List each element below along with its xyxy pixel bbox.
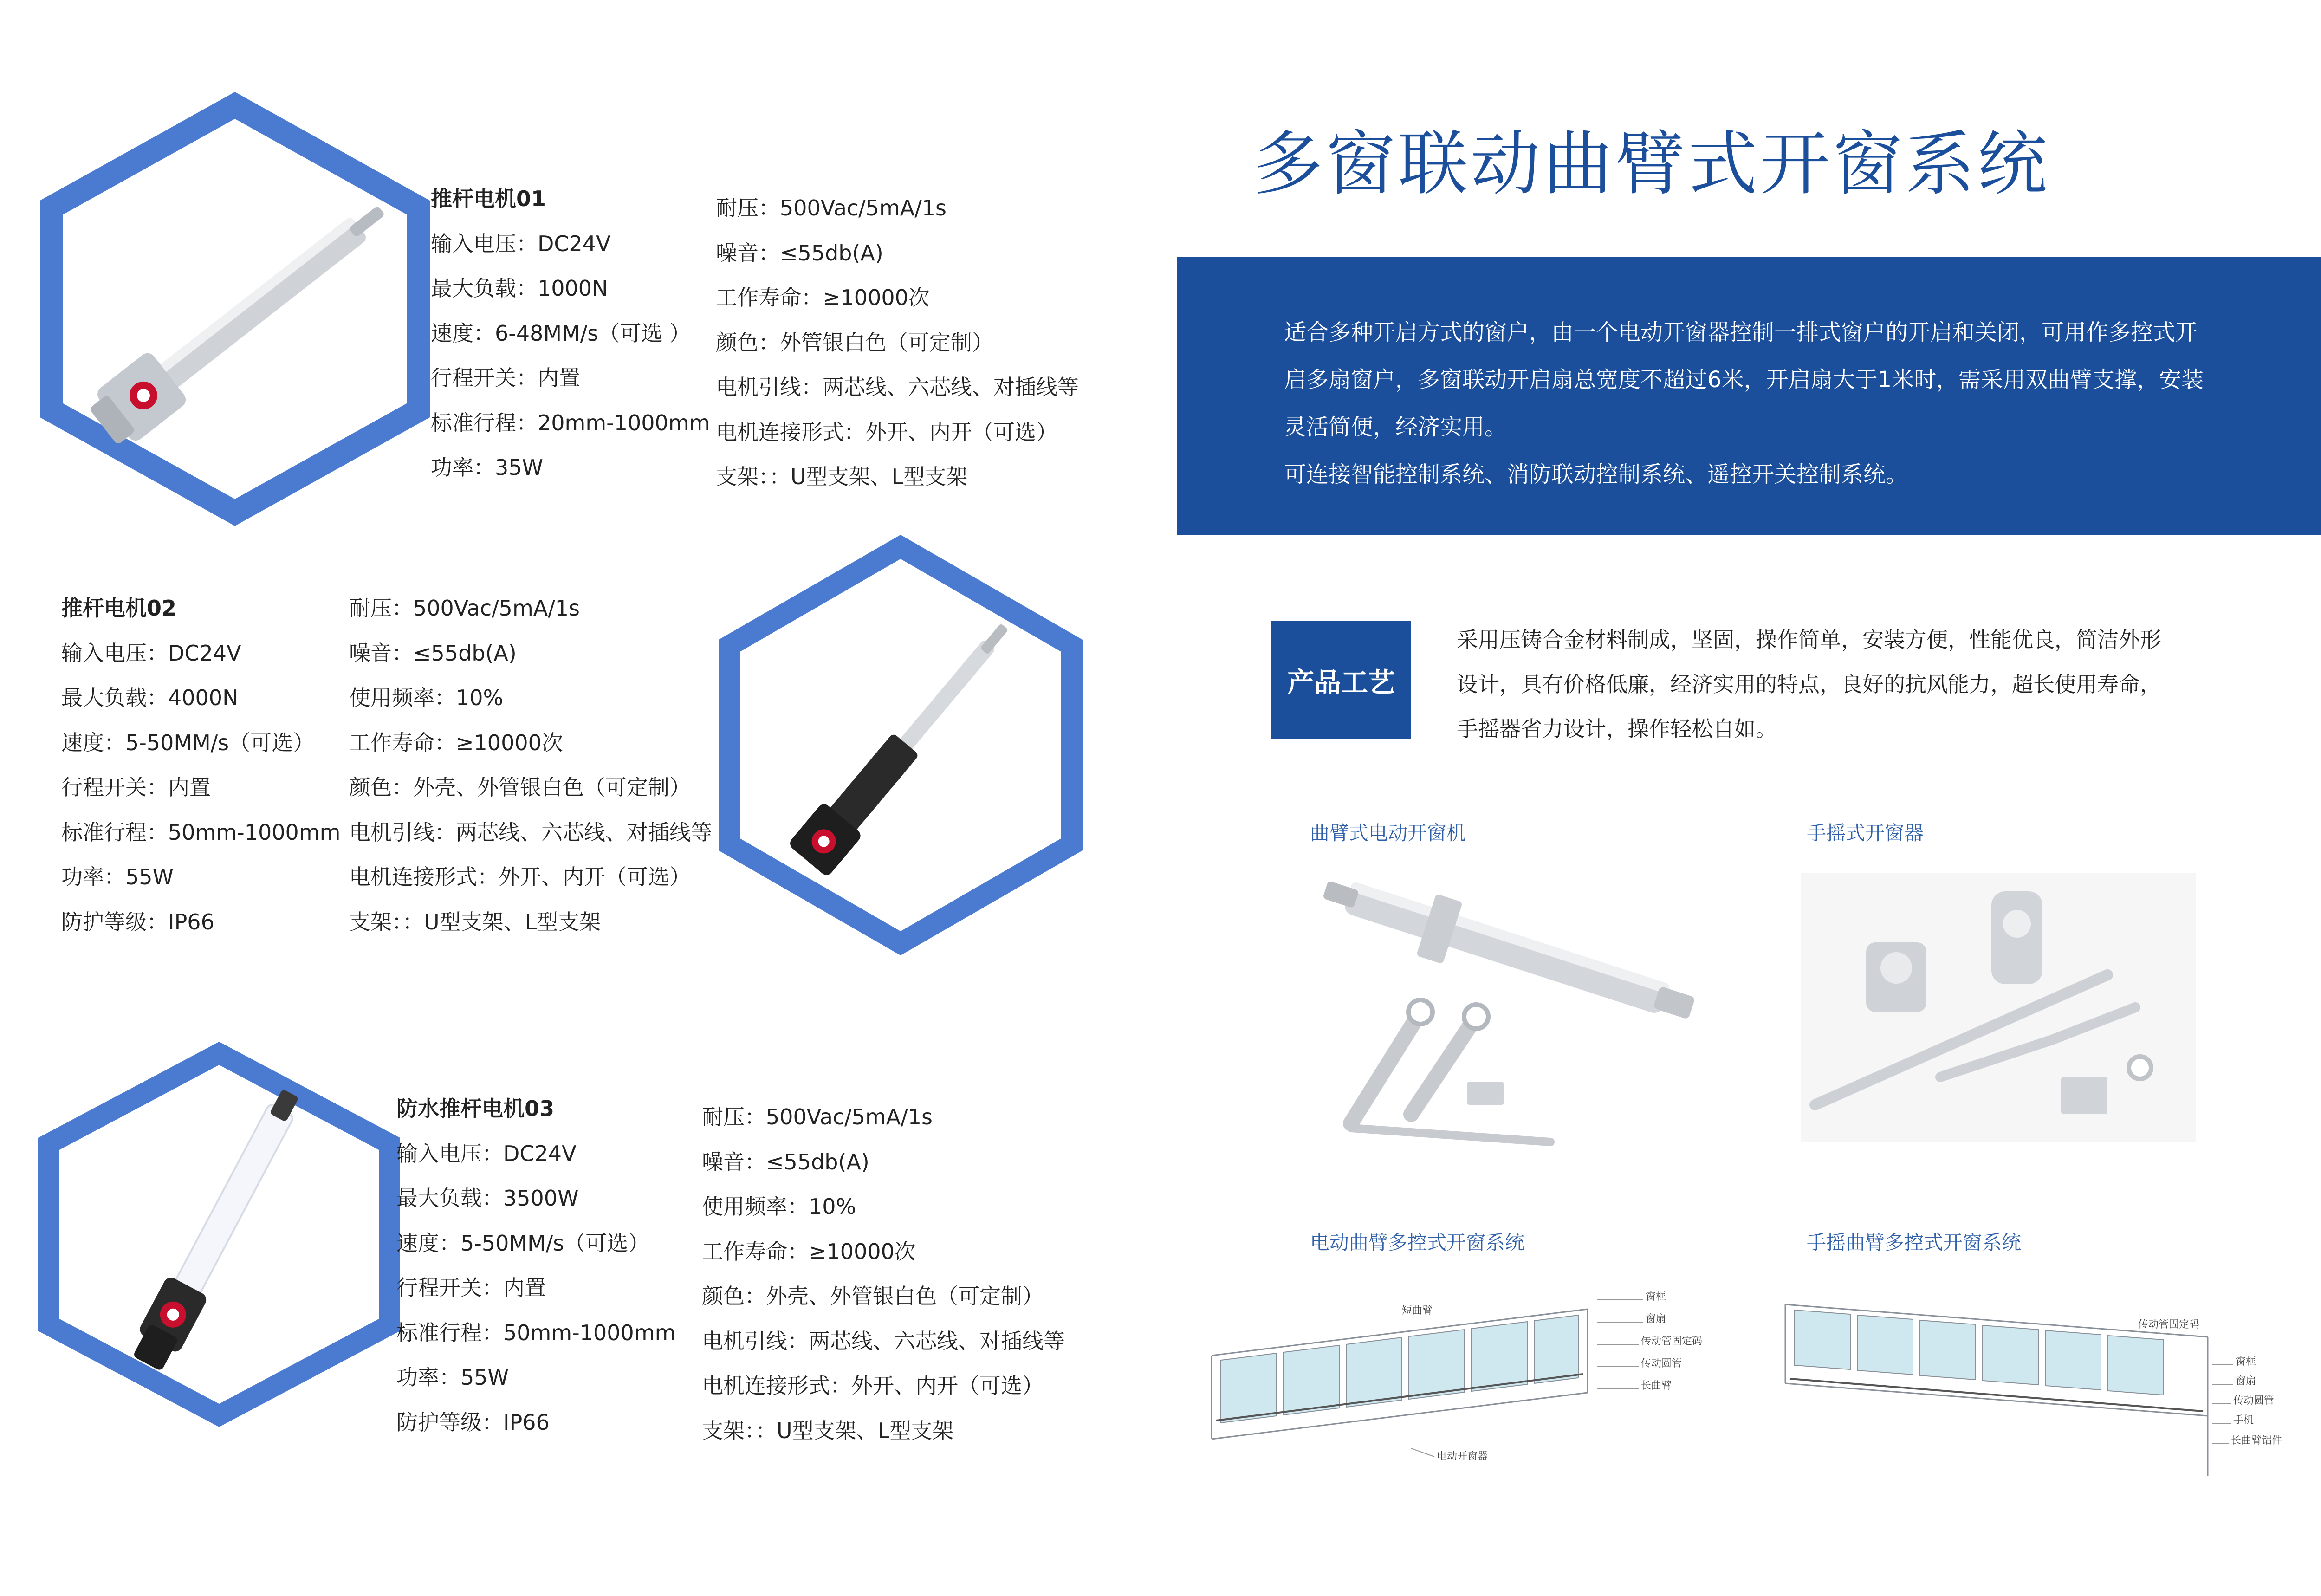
- intro-line: 启多扇窗户，多窗联动开启扇总宽度不超过6米，开启扇大于1米时，需采用双曲臂支撑，安装: [1284, 367, 2204, 393]
- spec-row: 使用频率：10%: [349, 685, 504, 710]
- electric-system-diagram: [1207, 1281, 1703, 1486]
- page-title: 多窗联动曲臂式开窗系统: [1253, 124, 2050, 205]
- motor1-spec-left: [431, 176, 710, 490]
- motor1-spec-right: [716, 186, 1079, 500]
- spec-row: 耐压：500Vac/5mA/1s: [716, 195, 947, 221]
- craft-line: 采用压铸合金材料制成，坚固，操作简单，安装方便，性能优良，简洁外形: [1457, 627, 2161, 652]
- intro-line: 可连接智能控制系统、消防联动控制系统、遥控开关控制系统。: [1284, 461, 1908, 487]
- motor3-spec-left: [396, 1086, 675, 1445]
- diagram-label: 长曲臂: [1641, 1380, 1672, 1392]
- diagram-label: 传动圆管: [1641, 1358, 1682, 1369]
- spec-row: 噪音：≤55db(A): [702, 1149, 869, 1174]
- manual-system-diagram: [1781, 1300, 2291, 1490]
- spec-row: 工作寿命：≥10000次: [349, 730, 563, 755]
- hexagon-frame-motor2: [719, 535, 1083, 955]
- intro-line: 适合多种开启方式的窗户，由一个电动开窗器控制一排式窗户的开启和关闭，可用作多控式开: [1284, 319, 2198, 345]
- spec-row: 电机引线：两芯线、六芯线、对插线等: [349, 819, 712, 845]
- spec-row: 防护等级：IP66: [61, 909, 214, 934]
- spec-row: 噪音：≤55db(A): [716, 240, 883, 266]
- diagram-label: 传动圆管: [2233, 1395, 2275, 1407]
- spec-row: 支架：：U型支架、L型支架: [702, 1418, 954, 1443]
- diagram-label: 长曲臂铝件: [2231, 1435, 2282, 1447]
- diagram-label: 窗框: [2236, 1356, 2256, 1368]
- spec-row: 输入电压：DC24V: [396, 1141, 577, 1166]
- spec-row: 输入电压：DC24V: [431, 231, 611, 256]
- spec-row: 最大负载：1000N: [431, 276, 608, 301]
- spec-row: 功率：55W: [61, 864, 174, 889]
- spec-row: 耐压：500Vac/5mA/1s: [349, 596, 580, 621]
- motor2-name: 推杆电机02: [61, 596, 177, 621]
- hexagon-frame-motor3: [38, 1042, 400, 1427]
- spec-row: 最大负载：4000N: [61, 685, 239, 710]
- spec-row: 行程开关：内置: [396, 1275, 546, 1300]
- spec-row: 输入电压：DC24V: [61, 640, 241, 666]
- intro-box: [1177, 257, 2321, 535]
- diagram-label: 短曲臂: [1402, 1305, 1433, 1317]
- diagram-label: 传动管固定码: [2138, 1319, 2200, 1330]
- spec-row: 电机连接形式：外开、内开（可选）: [349, 864, 691, 889]
- motor1-name: 推杆电机01: [431, 186, 546, 211]
- craft-description: [1457, 617, 2161, 751]
- spec-row: 耐压：500Vac/5mA/1s: [702, 1104, 933, 1129]
- spec-row: 功率：55W: [396, 1365, 509, 1390]
- spec-row: 标准行程：50mm-1000mm: [396, 1320, 676, 1345]
- hexagon-frame-motor1: [40, 92, 430, 526]
- spec-row: 标准行程：20mm-1000mm: [431, 410, 710, 435]
- spec-row: 电机连接形式：外开、内开（可选）: [702, 1373, 1044, 1398]
- diagram-label: 窗框: [1646, 1291, 1666, 1303]
- spec-row: 使用频率：10%: [702, 1194, 856, 1219]
- spec-row: 工作寿命：≥10000次: [716, 285, 930, 310]
- spec-row: 电机引线：两芯线、六芯线、对插线等: [716, 375, 1079, 400]
- diagram-label: 手机: [2233, 1414, 2254, 1426]
- spec-row: 行程开关：内置: [61, 775, 211, 800]
- hand-crank-image: [1801, 873, 2196, 1142]
- spec-row: 颜色：外管银白色（可定制）: [716, 330, 993, 355]
- spec-row: 速度：6-48MM/s（可选 ）: [431, 320, 691, 346]
- spec-row: 防护等级：IP66: [396, 1409, 550, 1435]
- spec-row: 速度：5-50MM/s（可选）: [61, 730, 315, 755]
- diagram-label: 窗扇: [2236, 1375, 2256, 1387]
- caption-manual-system: 手摇曲臂多控式开窗系统: [1807, 1231, 2022, 1254]
- spec-row: 支架：：U型支架、L型支架: [349, 909, 601, 934]
- spec-row: 速度：5-50MM/s（可选）: [396, 1230, 650, 1256]
- diagram-label: 窗扇: [1646, 1313, 1666, 1325]
- craft-badge: 产品工艺: [1271, 621, 1411, 739]
- spec-row: 噪音：≤55db(A): [349, 640, 517, 666]
- spec-row: 功率：35W: [431, 455, 544, 480]
- diagram-label: 传动管固定码: [1641, 1336, 1703, 1347]
- caption-arm-motor: 曲臂式电动开窗机: [1310, 822, 1466, 844]
- spec-row: 标准行程：50mm-1000mm: [61, 819, 341, 845]
- motor3-spec-right: [702, 1095, 1065, 1453]
- caption-electric-system: 电动曲臂多控式开窗系统: [1310, 1231, 1525, 1254]
- diagram-label: 电动开窗器: [1437, 1451, 1488, 1462]
- spec-row: 颜色：外壳、外管银白色（可定制）: [702, 1284, 1044, 1309]
- craft-line: 设计，具有价格低廉，经济实用的特点，良好的抗风能力，超长使用寿命，: [1457, 672, 2161, 697]
- arm-motor-image: [1300, 863, 1718, 1161]
- spec-row: 颜色：外壳、外管银白色（可定制）: [349, 775, 691, 800]
- spec-row: 电机引线：两芯线、六芯线、对插线等: [702, 1328, 1065, 1354]
- spec-row: 工作寿命：≥10000次: [702, 1239, 916, 1264]
- spec-row: 支架：：U型支架、L型支架: [716, 464, 968, 489]
- craft-line: 手摇器省力设计，操作轻松自如。: [1457, 716, 1777, 741]
- motor2-spec-left: [61, 586, 340, 944]
- caption-hand-crank: 手摇式开窗器: [1807, 822, 1924, 844]
- spec-row: 电机连接形式：外开、内开（可选）: [716, 419, 1057, 445]
- intro-line: 灵活简便，经济实用。: [1284, 414, 1507, 440]
- motor2-spec-right: [349, 586, 712, 944]
- spec-row: 最大负载：3500W: [396, 1186, 579, 1211]
- motor3-name: 防水推杆电机03: [396, 1096, 555, 1121]
- spec-row: 行程开关：内置: [431, 365, 580, 390]
